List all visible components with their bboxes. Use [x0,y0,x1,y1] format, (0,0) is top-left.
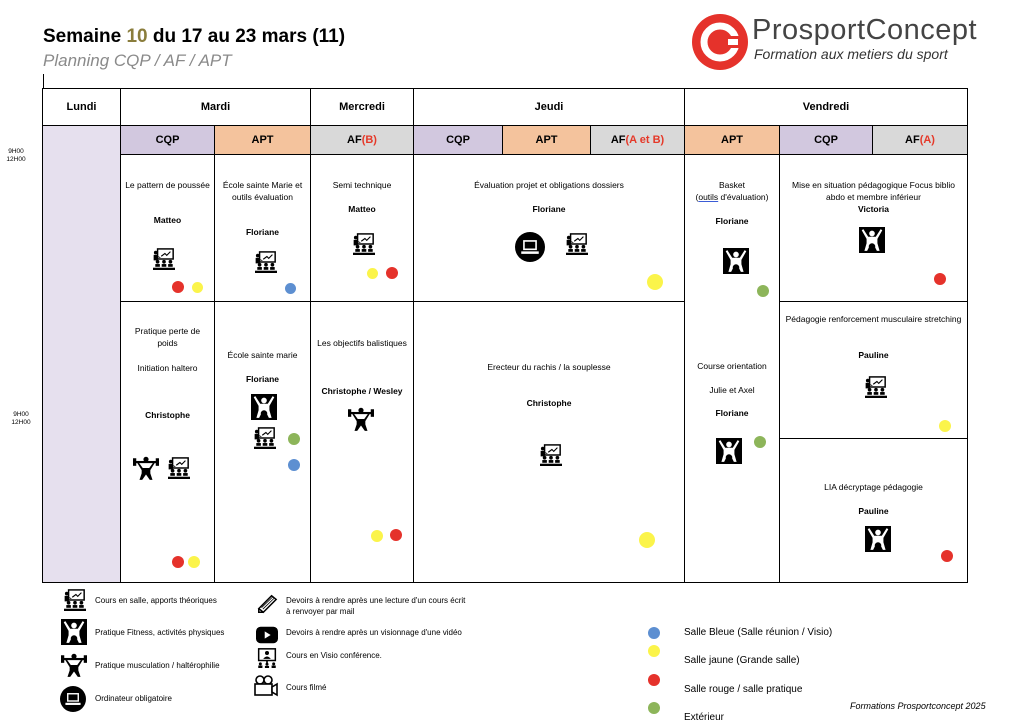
day-lundi: Lundi [42,88,121,126]
fitness-icon [716,438,742,464]
footer: Formations Prosportconcept 2025 [850,701,986,711]
fitness-icon [723,248,749,274]
group-mardi-apt: APT [214,125,311,155]
legend-salle-bleue: Salle Bleue (Salle réunion / Visio) [684,627,833,638]
logo-tagline: Formation aux metiers du sport [754,46,948,62]
session-title: Évaluation projet et obligations dossiers [474,180,624,190]
salle-jaune-dot [639,532,655,548]
session-title: Pratique perte de poids [134,326,201,348]
legend-devoirs-lecture-1: Devoirs à rendre après une lecture d'un cours écrit [286,596,466,605]
legend-filme: Cours filmé [286,683,327,692]
session-title: Basket [719,180,745,190]
session-title: Pédagogie renforcement musculaire stretching [785,314,962,324]
salle-bleue-dot [285,283,296,294]
session-title: École sainte Marie et outils évaluation [222,180,303,202]
session-vendredi-apt [684,154,780,583]
classroom-icon [64,589,86,611]
legend-exterieur: Extérieur [684,712,725,723]
logo-icon [690,13,750,73]
salle-bleue-dot [288,459,300,471]
legend-devoirs-lecture-2: à renvoyer par mail [286,607,355,616]
salle-bleue-dot [648,627,660,639]
salle-jaune-dot [188,556,200,568]
salle-jaune-dot [367,268,378,279]
salle-rouge-dot [172,281,184,293]
visio-icon [257,648,277,668]
session-trainer: Floriane [715,408,749,418]
session-title: Erecteur du rachis / la souplesse [487,362,611,372]
session-title: Le pattern de poussée [125,180,210,190]
session-mardi-apt-am [214,154,311,302]
time-afternoon: 9H00 12H00 [11,411,31,426]
session-trainer: Christophe / Wesley [321,386,403,396]
fitness-icon [61,619,87,645]
salle-jaune-dot [939,420,951,432]
salle-rouge-dot [934,273,946,285]
video-icon [256,624,278,646]
legend-cours-salle: Cours en salle, apports théoriques [95,596,217,605]
session-trainer: Floriane [715,216,749,226]
classroom-icon [255,251,277,273]
group-mardi-cqp: CQP [120,125,215,155]
session-subtitle: Julie et Axel [709,385,755,395]
fitness-icon [865,526,891,552]
legend-visio: Cours en Visio conférence. [286,651,382,660]
legend-ordinateur: Ordinateur obligatoire [95,694,172,703]
session-vendredi-cqpaf-am [779,154,968,302]
salle-jaune-dot [192,282,203,293]
session-jeudi-pm [413,301,685,583]
session-mercredi-am [310,154,414,302]
computer-icon [515,232,545,262]
group-vendredi-apt: APT [684,125,780,155]
book-icon [256,593,278,615]
classroom-icon [865,376,887,398]
session-trainer: Christophe [526,398,572,408]
salle-jaune-dot [648,645,660,657]
salle-rouge-dot [390,529,402,541]
session-trainer: Victoria [857,204,890,214]
session-vendredi-cqpaf-pm2 [779,438,968,583]
session-title: Mise en situation pédagogique Focus biblio abdo et membre inférieur [791,180,956,202]
session-jeudi-am [413,154,685,302]
weightlifting-icon [348,406,374,432]
group-jeudi-af: AF (A et B) [590,125,685,155]
group-vendredi-af: AF (A) [872,125,968,155]
page-subtitle: Planning CQP / AF / APT [43,51,232,70]
day-mardi: Mardi [120,88,311,126]
session-trainer: Pauline [858,506,889,516]
legend-fitness: Pratique Fitness, activités physiques [95,628,225,637]
week-number: 10 [126,26,148,47]
legend-salle-jaune: Salle jaune (Grande salle) [684,655,800,666]
salle-jaune-dot [371,530,383,542]
fitness-icon [251,394,277,420]
exterieur-dot [288,433,300,445]
session-vendredi-cqpaf-pm1 [779,301,968,439]
time-morning: 9H00 12H00 [6,148,26,163]
exterieur-dot [648,702,660,714]
session-mardi-cqp-am [120,154,215,302]
salle-jaune-dot [647,274,663,290]
logo-name: ProsportConcept [752,14,978,46]
classroom-icon [153,248,175,270]
session-subtitle: (outils d'évaluation) [695,192,769,202]
classroom-icon [254,427,276,449]
day-jeudi: Jeudi [413,88,685,126]
session-trainer: Matteo [153,215,182,225]
divider [43,74,44,89]
camera-icon [254,674,278,698]
legend-musculation: Pratique musculation / haltérophilie [95,661,220,670]
session-trainer: Floriane [532,204,566,214]
exterieur-dot [757,285,769,297]
session-trainer: Christophe [145,410,190,420]
exterieur-dot [754,436,766,448]
group-jeudi-apt: APT [502,125,591,155]
lundi-column [42,125,121,583]
group-jeudi-cqp: CQP [413,125,503,155]
salle-rouge-dot [941,550,953,562]
group-vendredi-cqp: CQP [779,125,873,155]
fitness-icon [859,227,885,253]
session-trainer: Floriane [245,374,280,384]
classroom-icon [353,233,375,255]
classroom-icon [566,233,588,255]
session-title: Course orientation [697,361,767,371]
session-subtitle: Initiation haltero [137,363,198,373]
salle-rouge-dot [648,674,660,686]
legend-devoirs-video: Devoirs à rendre après un visionnage d'une vidéo [286,628,462,637]
classroom-icon [540,444,562,466]
session-trainer: Matteo [348,204,376,214]
session-trainer: Floriane [245,227,280,237]
session-title: Semi technique [332,180,392,190]
salle-rouge-dot [386,267,398,279]
weightlifting-icon [61,652,87,678]
salle-rouge-dot [172,556,184,568]
session-mercredi-pm [310,301,414,583]
computer-icon [60,686,86,712]
session-title: LIA décryptage pédagogie [824,482,923,492]
group-mercredi-af: AF (B) [310,125,414,155]
session-mardi-apt-pm [214,301,311,583]
day-mercredi: Mercredi [310,88,414,126]
classroom-icon [168,457,190,479]
session-title: École sainte marie [227,350,298,360]
day-vendredi: Vendredi [684,88,968,126]
session-mardi-cqp-pm [120,301,215,583]
session-title: Les objectifs balistiques [317,338,407,348]
weightlifting-icon [133,455,159,481]
legend-salle-rouge: Salle rouge / salle pratique [684,684,803,695]
page-title: Semaine 10 du 17 au 23 mars (11) [43,26,346,47]
session-trainer: Pauline [858,350,889,360]
